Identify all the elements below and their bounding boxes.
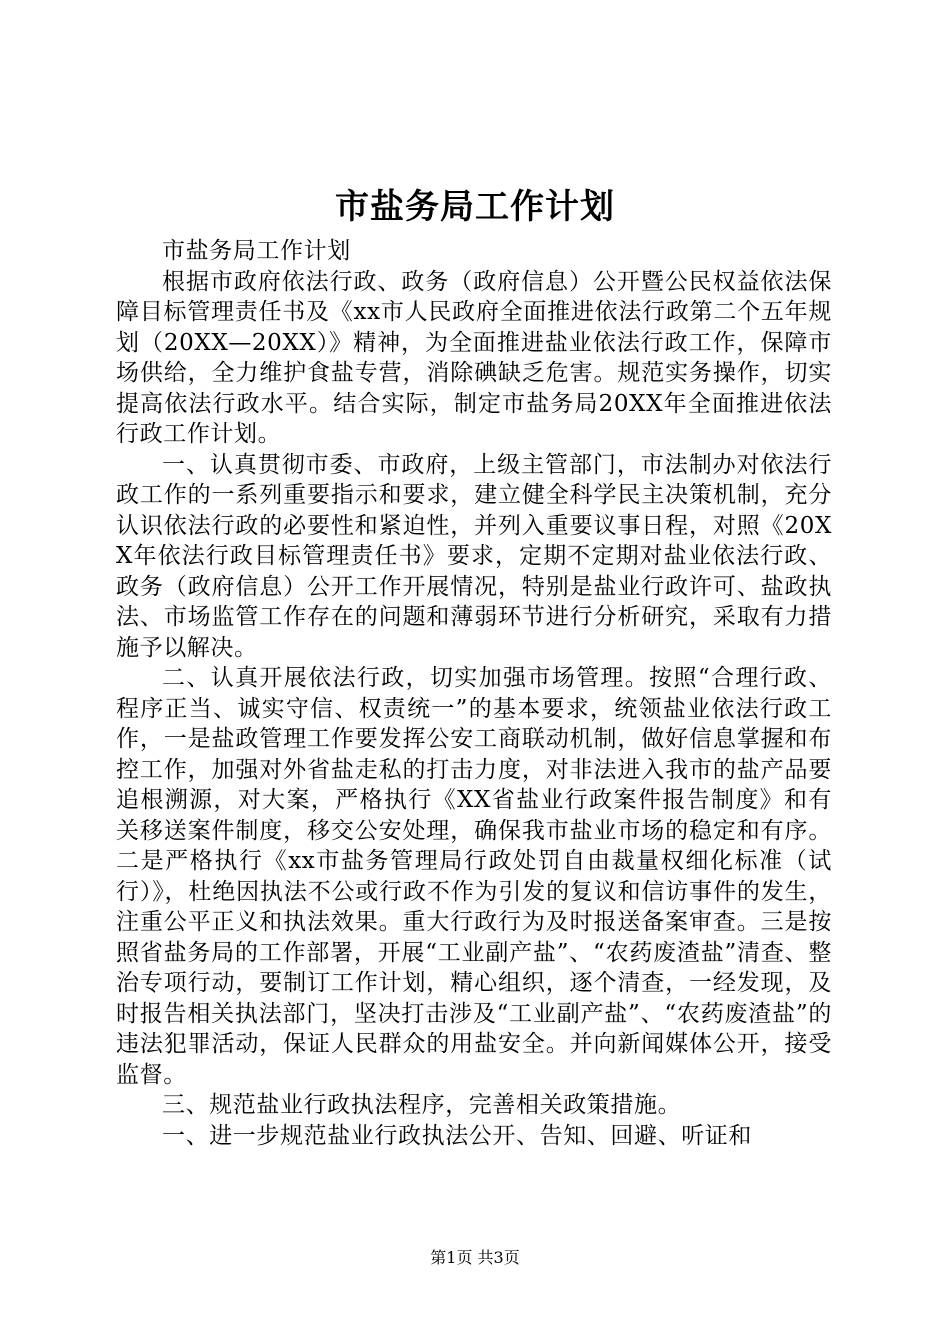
page-indicator: 第1页 共3页: [430, 1248, 520, 1267]
paragraph-section-one: 一、认真贯彻市委、市政府，上级主管部门，市法制办对依法行政工作的一系列重要指示和要求，建立健全科学民主决策机制，充分认识依法行政的必要性和紧迫性，并列入重要议事日程，对照《20XX年依法行政目标管理责任书》要求，定期不定期对盐业依法行政、政务（政府信息）公开工作开展情况，特别是盐业行政许可、盐政执法、市场监管工作存在的问题和薄弱环节进行分析研究，采取有力措施予以解决。: [116, 451, 832, 661]
document-body: [116, 236, 832, 1151]
paragraph-intro: 根据市政府依法行政、政务（政府信息）公开暨公民权益依法保障目标管理责任书及《xx市人民政府全面推进依法行政第二个五年规划（20XX—20XX）》精神，为全面推进盐业依法行政工作，保障市场供给，全力维护食盐专营，消除碘缺乏危害。规范实务操作，切实提高依法行政水平。结合实际，制定市盐务局20XX年全面推进依法行政工作计划。: [116, 268, 832, 447]
paragraph-section-two: 二、认真开展依法行政，切实加强市场管理。按照“合理行政、程序正当、诚实守信、权责统一”的基本要求，统领盐业依法行政工作，一是盐政管理工作要发挥公安工商联动机制，做好信息掌握和布控工作，加强对外省盐走私的打击力度，对非法进入我市的盐产品要追根溯源，对大案，严格执行《XX省盐业行政案件报告制度》和有关移送案件制度，移交公安处理，确保我市盐业市场的稳定和有序。二是严格执行《xx市盐务管理局行政处罚自由裁量权细化标准（试行）》，杜绝因执法不公或行政不作为引发的复议和信访事件的发生，注重公平正义和执法效果。重大行政行为及时报送备案审查。三是按照省盐务局的工作部署，开展“工业副产盐”、“农药废渣盐”清查、整治专项行动，要制订工作计划，精心组织，逐个清查，一经发现，及时报告相关执法部门，坚决打击涉及“工业副产盐”、“农药废渣盐”的违法犯罪活动，保证人民群众的用盐安全。并向新闻媒体公开，接受监督。: [116, 665, 832, 1088]
paragraph-heading: 市盐务局工作计划: [162, 238, 351, 264]
paragraph-subsection-one: 一、进一步规范盐业行政执法公开、告知、回避、听证和: [162, 1122, 752, 1149]
document-title: 市盐务局工作计划: [335, 187, 615, 227]
paragraph-section-three: 三、规范盐业行政执法程序，完善相关政策措施。: [162, 1092, 682, 1118]
